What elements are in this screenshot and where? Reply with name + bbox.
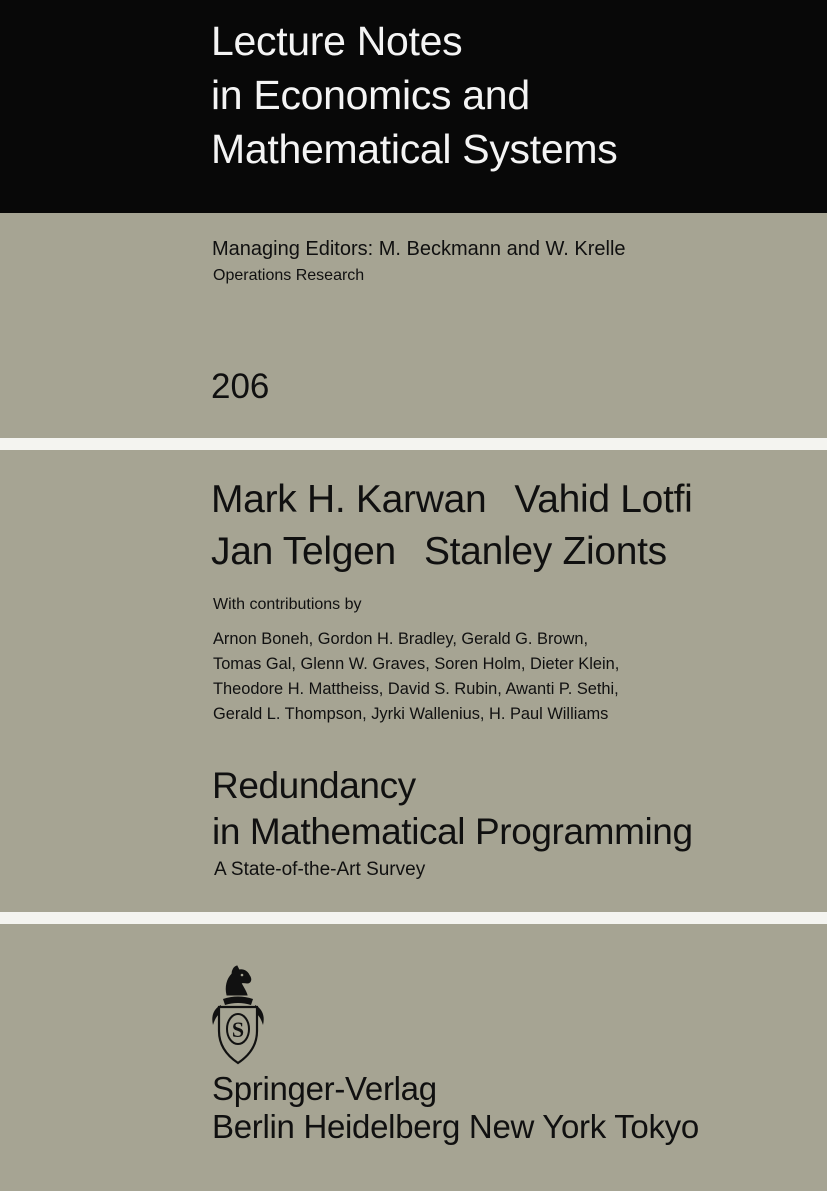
book-title-line-1: Redundancy bbox=[212, 765, 416, 806]
managing-editors: Managing Editors: M. Beckmann and W. Krelle bbox=[212, 238, 626, 260]
svg-text:S: S bbox=[231, 1017, 245, 1042]
publisher-info bbox=[212, 1070, 699, 1146]
divider-bottom bbox=[0, 912, 827, 924]
author-name: Vahid Lotfi bbox=[514, 478, 693, 521]
contributions-intro: With contributions by bbox=[213, 596, 362, 613]
contributors-line: Gerald L. Thompson, Jyrki Wallenius, H. Paul Williams bbox=[213, 705, 609, 723]
authors-line-1 bbox=[211, 474, 692, 526]
authors-line-2 bbox=[211, 526, 692, 578]
contributors-line: Tomas Gal, Glenn W. Graves, Soren Holm, Dieter Klein, bbox=[213, 655, 620, 673]
volume-number: 206 bbox=[211, 367, 270, 406]
contributors-line: Theodore H. Mattheiss, David S. Rubin, Awanti P. Sethi, bbox=[213, 680, 619, 698]
divider-top bbox=[0, 438, 827, 450]
springer-knight-logo-icon bbox=[205, 961, 271, 1069]
book-title bbox=[212, 763, 693, 855]
publisher-cities: Berlin Heidelberg New York Tokyo bbox=[212, 1108, 699, 1145]
author-name: Stanley Zionts bbox=[423, 530, 667, 573]
series-header-band bbox=[0, 0, 827, 213]
series-title-line-1: Lecture Notes bbox=[211, 18, 463, 64]
subseries-label: Operations Research bbox=[213, 267, 365, 284]
authors bbox=[211, 474, 692, 578]
book-subtitle: A State-of-the-Art Survey bbox=[214, 859, 426, 880]
author-name: Mark H. Karwan bbox=[211, 478, 487, 521]
book-title-line-2: in Mathematical Programming bbox=[212, 811, 693, 852]
publisher-name: Springer-Verlag bbox=[212, 1070, 437, 1107]
book-info-panel bbox=[0, 450, 827, 912]
author-name: Jan Telgen bbox=[211, 530, 396, 573]
series-title-line-3: Mathematical Systems bbox=[211, 126, 618, 172]
contributors-line: Arnon Boneh, Gordon H. Bradley, Gerald G. Brown, bbox=[213, 630, 589, 648]
contributors-list bbox=[213, 627, 619, 727]
publisher-panel bbox=[0, 924, 827, 1191]
series-title bbox=[211, 14, 617, 176]
editors-panel bbox=[0, 213, 827, 438]
series-title-line-2: in Economics and bbox=[211, 72, 530, 118]
